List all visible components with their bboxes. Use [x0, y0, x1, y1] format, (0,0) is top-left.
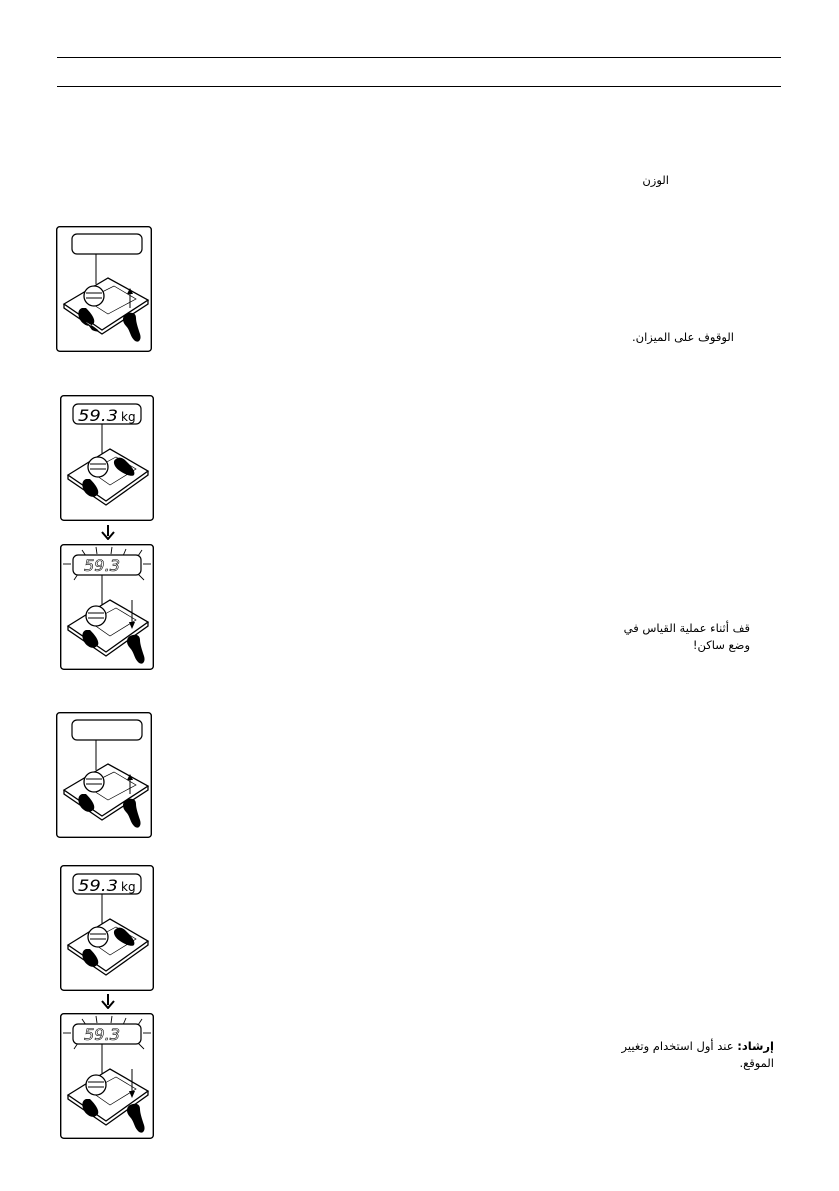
figure-step-up-2 [56, 712, 152, 838]
weight-readout: 59.3 [78, 876, 118, 895]
unit-label: kg [121, 880, 136, 894]
figure-weighing-1 [60, 395, 154, 521]
display-panel [72, 720, 142, 740]
flashing-readout: 59.3 [84, 1025, 120, 1044]
unit-label: kg [121, 410, 136, 424]
step-stand-still: قف أثناء عملية القياس في وضع ساكن! [623, 621, 750, 652]
figure-weighing-2 [60, 865, 154, 991]
figure-step-down-2 [60, 1013, 154, 1139]
flashing-readout: 59.3 [84, 556, 120, 575]
top-rule [57, 57, 781, 58]
figure-step-down-1 [60, 544, 154, 670]
arrow-down-icon [100, 993, 116, 1013]
figure-step-up-1 [56, 226, 152, 352]
hint-label: إرشاد: [737, 1039, 774, 1053]
display-panel [72, 234, 142, 254]
hint-text: عند أول استخدام وتغيير الموقع. [621, 1039, 774, 1070]
arrow-down-icon [100, 524, 116, 544]
step-stand-on-scale: الوقوف على الميزان. [631, 330, 734, 344]
hint-paragraph [600, 1038, 774, 1072]
weight-readout: 59.3 [78, 406, 118, 425]
header-rule [57, 86, 781, 87]
section-heading: الوزن [642, 173, 669, 187]
